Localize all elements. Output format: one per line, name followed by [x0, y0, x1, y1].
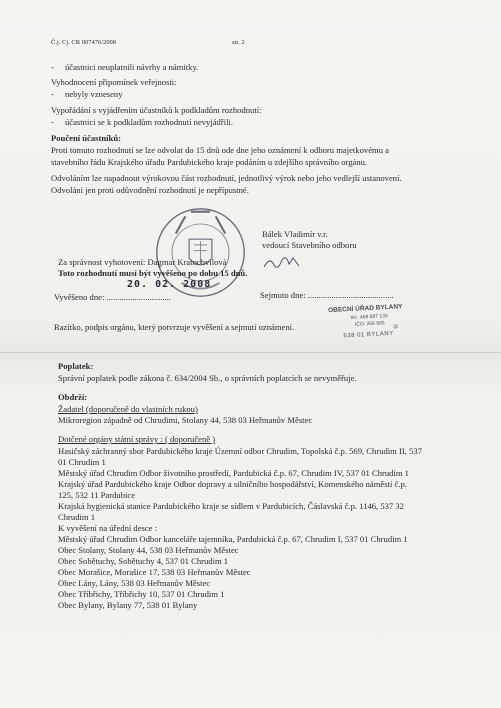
recipient-line: Obec Lány, Lány, 538 03 Heřmanův Městec: [58, 578, 211, 588]
fold-line: [0, 352, 501, 353]
signatory-role: vedoucí Stavebního odboru: [262, 240, 357, 250]
section-heading: Vypořádání s vyjádřením účastníků k podkladům rozhodnutí:: [51, 105, 262, 115]
paragraph-line: Odvolání jen proti odůvodnění rozhodnutí je nepřípustné.: [51, 185, 249, 195]
posting-notice: Toto rozhodnutí musí být vyvěšeno po dobu 15 dnů.: [58, 268, 248, 278]
signatory-name: Bálek Vladimír v.r.: [262, 229, 328, 239]
page-number: str. 2: [232, 39, 245, 46]
municipal-stamp-bylany: [324, 303, 416, 350]
correctness-line: Za správnost vyhotovení: Dagmar Kratochvilová: [58, 257, 227, 267]
recipient-line: 125, 532 11 Pardubice: [58, 490, 136, 500]
removed-on-field: Sejmuto dne: ........................................: [260, 290, 394, 300]
recipient-line: Chrudim 1: [58, 512, 96, 522]
recipient-line: Krajská hygienická stanice Pardubického kraje se sídlem v Pardubicích, Čáslavská č.p. 1146, 537 32: [58, 501, 404, 511]
recipient-line: Obec Morašice, Morašice 17, 538 03 Heřmanův Městec: [58, 567, 251, 577]
list-item: účastnici se k podkladům rozhodnutí nevyjádřili.: [65, 117, 234, 127]
paragraph-line: Odvoláním lze napadnout výrokovou část rozhodnutí, jednotlivý výrok nebo jeho vedlejší ustanovení.: [51, 173, 402, 183]
reference-number: Č.j. Cj. CR 007476/2008: [51, 39, 117, 46]
authorities-heading: Dotčené orgány státní správy : ( doporučeně ): [58, 434, 216, 444]
posted-on-field: Vyvěšeno dne: ..............................: [54, 292, 171, 302]
bullet-dash: -: [51, 62, 54, 72]
bullet-dash: -: [51, 117, 54, 127]
list-item: nebyly vzneseny: [65, 89, 123, 99]
recipient-line: Krajský úřad Pardubického kraje Odbor dopravy a silničního hospodářství, Komenského náměstí č.p.: [58, 479, 407, 489]
stamp-mark: ②: [392, 324, 399, 331]
poplatek-heading: Poplatek:: [58, 361, 94, 371]
recipient-line: Městský úřad Chrudim Odbor kanceláře tajemníka, Pardubická č.p. 67, Chrudim I, 537 01 Chrudim 1: [58, 534, 408, 544]
bullet-dash: -: [51, 89, 54, 99]
recipient-line: Hasičský záchranný sbor Pardubického kraje Územní odbor Chrudim, Topolská č.p. 569, Chrudim II, 537: [58, 446, 422, 456]
stamp-line: tel.: 469 687 133: [350, 313, 388, 322]
recipient-line: Obec Bylany, Bylany 77, 538 01 Bylany: [58, 600, 198, 610]
stamp-line: 538 01 BYLANY: [343, 330, 394, 340]
recipient-line: Obec Stolany, Stolany 44, 538 03 Heřmanův Městec: [58, 545, 239, 555]
obdrzi-heading: Obdrží:: [58, 392, 88, 402]
recipient-line: Městský úřad Chrudim Odbor životního prostředí, Pardubická č.p. 67, Chrudim IV, 537 01 Chrudim 1: [58, 468, 409, 478]
posted-date-stamp: 20. 02. 2008: [127, 279, 212, 290]
handwritten-signature: [262, 252, 302, 272]
applicant-heading: Žadatel (doporučeně do vlastních rukou): [58, 404, 198, 414]
paragraph-line: Proti tomuto rozhodnutí se lze odvolat do 15 dnů ode dne jeho oznámení k odboru majetkovému a: [51, 145, 389, 155]
recipient-line: 01 Chrudim 1: [58, 457, 106, 467]
recipient-line: K vyvěšení na úřední desce :: [58, 523, 158, 533]
paragraph-line: stavebního řádu Krajského úřadu Pardubického kraje podáním u zdejšího správního orgánu.: [51, 157, 368, 167]
stamp-instruction: Razítko, podpis orgánu, který potvrzuje vyvěšení a sejmutí oznámení.: [54, 322, 295, 332]
recipient-line: Obec Tříbřichy, Tříbřichy 10, 537 01 Chrudim 1: [58, 589, 225, 599]
recipient-line: Obec Sobětuchy, Sobětuchy 4, 537 01 Chrudim 1: [58, 556, 229, 566]
applicant-address: Mikroregion západně od Chrudimi, Stolany 44, 538 03 Heřmanův Městec: [58, 415, 313, 425]
list-item: účastnici neuplatnili návrhy a námitky.: [65, 62, 199, 72]
stamp-line: IČO: 269 905: [354, 320, 385, 328]
section-heading: Vyhodnocení připomínek veřejnosti:: [51, 77, 177, 87]
pouceni-heading: Poučení účastníků:: [51, 133, 121, 143]
stamp-line: OBECNÍ ÚŘAD BYLANY: [327, 303, 403, 315]
poplatek-text: Správní poplatek podle zákona č. 634/2004 Sb., o správních poplatcích se nevyměřuje.: [58, 373, 357, 383]
